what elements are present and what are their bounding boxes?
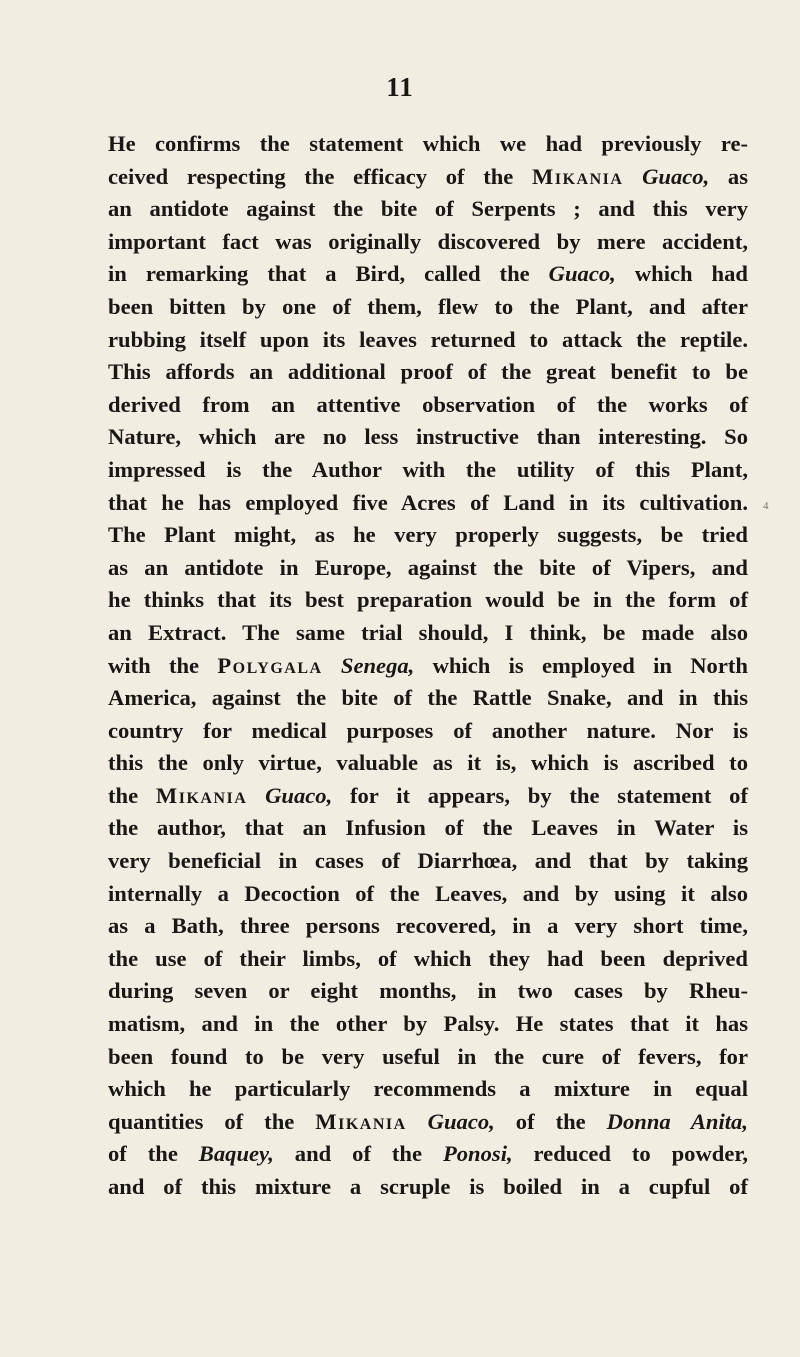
text-run xyxy=(323,653,341,678)
text-run: as a Bath, three persons recovered, in a very short time, xyxy=(108,913,748,939)
text-line xyxy=(108,1073,748,1106)
text-run: quantities of the xyxy=(108,1108,316,1134)
text-line xyxy=(108,715,748,748)
text-run: the author, that an Infusion of the Leaves in Water is xyxy=(108,815,748,841)
text-line xyxy=(108,291,748,324)
text-run: that he has employed five Acres of Land in its cultivation. xyxy=(108,489,748,515)
text-line xyxy=(108,975,748,1008)
text-run: impressed is the Author with the utility of this Plant, xyxy=(108,456,748,482)
page-number: 11 xyxy=(386,72,414,102)
text-line xyxy=(108,878,748,911)
margin-mark: 4 xyxy=(763,500,769,512)
text-line xyxy=(108,1106,748,1139)
text-line xyxy=(108,421,748,454)
text-run: reduced to powder, xyxy=(512,1141,748,1167)
text-line xyxy=(108,519,748,552)
text-run: been bitten by one of them, flew to the Plant, and after xyxy=(108,293,748,319)
text-run: Mikania xyxy=(532,163,624,189)
text-run: as xyxy=(709,163,748,189)
text-run: matism, and in the other by Palsy. He states that it has xyxy=(108,1011,748,1037)
text-run: Guaco, xyxy=(427,1108,495,1134)
text-line xyxy=(108,1171,748,1204)
text-line xyxy=(108,226,748,259)
text-run: Polygala xyxy=(217,652,323,678)
text-line xyxy=(108,552,748,585)
text-run: an antidote against the bite of Serpents ; and this very xyxy=(108,196,748,222)
text-run: very beneficial in cases of Diarrhœa, and that by taking xyxy=(108,848,748,874)
text-run xyxy=(407,1109,428,1134)
text-line xyxy=(108,617,748,650)
text-line xyxy=(108,389,748,422)
text-run: country for medical purposes of another nature. Nor is xyxy=(108,717,748,743)
text-run: as an antidote in Europe, against the bite of Vipers, and xyxy=(108,554,748,580)
text-run: which he particularly recommends a mixture in equal xyxy=(108,1076,748,1102)
text-run: Guaco, xyxy=(642,163,710,189)
text-line xyxy=(108,161,748,194)
text-line xyxy=(108,812,748,845)
text-line xyxy=(108,845,748,878)
text-run: The Plant might, as he very properly suggests, be tried xyxy=(108,522,748,548)
text-run: America, against the bite of the Rattle Snake, and in this xyxy=(108,685,748,711)
text-run: this the only virtue, valuable as it is, which is ascribed to xyxy=(108,750,748,776)
text-line xyxy=(108,1138,748,1171)
text-line xyxy=(108,1041,748,1074)
text-run: internally a Decoction of the Leaves, and by using it also xyxy=(108,880,748,906)
text-run: Nature, which are no less instructive than interesting. So xyxy=(108,424,748,450)
text-line xyxy=(108,324,748,357)
text-run: rubbing itself upon its leaves returned to attack the reptile. xyxy=(108,326,748,352)
text-line xyxy=(108,910,748,943)
text-run: Guaco, xyxy=(265,782,333,808)
text-line xyxy=(108,487,748,520)
text-run: Baquey, xyxy=(198,1141,274,1167)
text-run: important fact was originally discovered by mere accident, xyxy=(108,228,748,254)
text-line xyxy=(108,258,748,291)
text-run: Donna Anita, xyxy=(606,1108,748,1134)
text-run: for it appears, by the statement of xyxy=(332,782,748,808)
text-run: Senega, xyxy=(340,652,415,678)
text-line xyxy=(108,780,748,813)
text-run: which is employed in North xyxy=(414,652,748,678)
text-run: derived from an attentive observation of the works of xyxy=(108,391,748,417)
text-run: in remarking that a Bird, called the xyxy=(108,261,549,287)
text-line xyxy=(108,128,748,161)
text-run: he thinks that its best preparation would be in the form of xyxy=(108,587,748,613)
text-line xyxy=(108,584,748,617)
text-run: ceived respecting the efficacy of the xyxy=(108,163,533,189)
text-run: of the xyxy=(108,1141,199,1167)
text-run: He confirms the statement which we had previously re- xyxy=(108,131,748,156)
text-run: which had xyxy=(615,261,748,287)
text-run: been found to be very useful in the cure of fevers, for xyxy=(108,1043,748,1069)
text-line xyxy=(108,943,748,976)
body-text xyxy=(108,128,748,1204)
text-run xyxy=(623,164,642,189)
text-run: the xyxy=(108,782,156,808)
text-run: Guaco, xyxy=(548,261,616,287)
text-line xyxy=(108,650,748,683)
text-line xyxy=(108,356,748,389)
text-line xyxy=(108,747,748,780)
text-run: Mikania xyxy=(315,1108,407,1134)
text-run: the use of their limbs, of which they had been deprived xyxy=(108,945,748,971)
text-run: Mikania xyxy=(155,782,248,808)
text-run: an Extract. The same trial should, I think, be made also xyxy=(108,619,748,645)
text-run xyxy=(247,783,265,808)
text-run: of the xyxy=(494,1108,607,1134)
text-run: and of the xyxy=(273,1141,443,1167)
text-run: This affords an additional proof of the great benefit to be xyxy=(108,359,748,385)
text-run: during seven or eight months, in two cases by Rheu- xyxy=(108,978,748,1004)
text-run: and of this mixture a scruple is boiled in a cupful of xyxy=(108,1174,748,1199)
text-line xyxy=(108,193,748,226)
text-line xyxy=(108,1008,748,1041)
text-line xyxy=(108,454,748,487)
text-run: with the xyxy=(108,652,218,678)
text-line xyxy=(108,682,748,715)
text-run: Ponosi, xyxy=(442,1141,513,1167)
